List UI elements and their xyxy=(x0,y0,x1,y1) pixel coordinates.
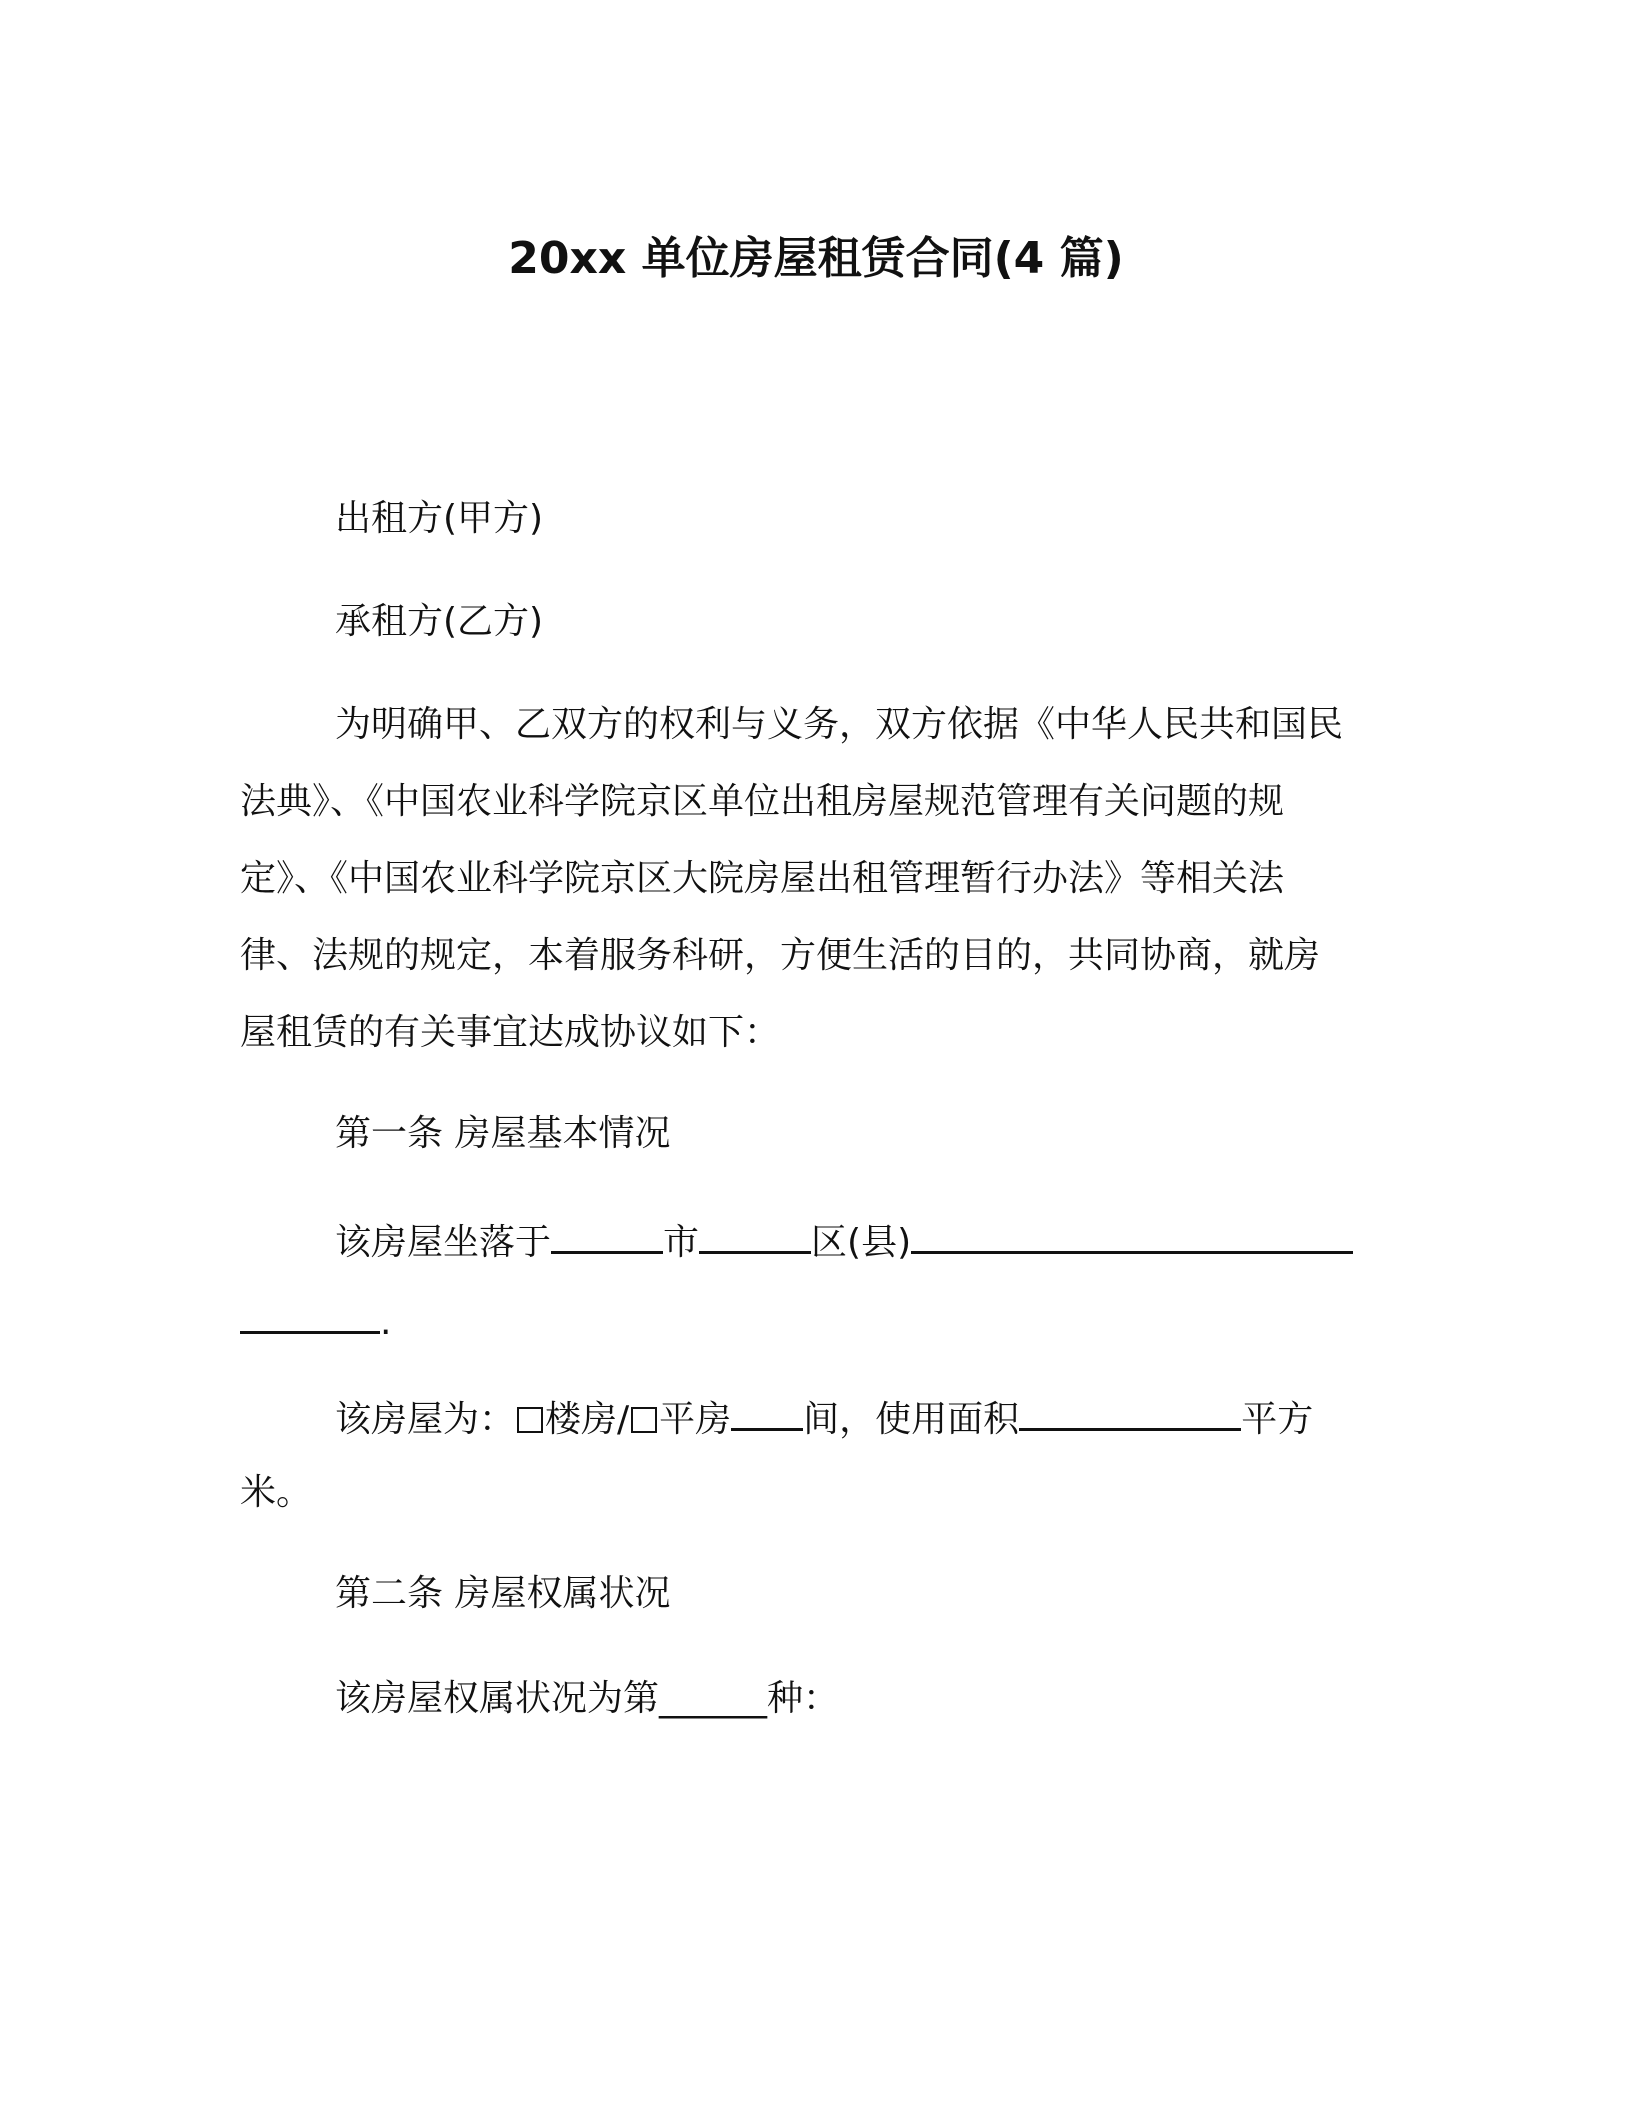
article1-heading: 第一条 房屋基本情况 xyxy=(335,1113,671,1154)
preamble-line-1: 为明确甲、乙双方的权利与义务，双方依据《中华人民共和国民 xyxy=(335,704,1344,745)
bungalow-label: 平房 xyxy=(659,1399,732,1440)
lessor-label: 出租方(甲方) xyxy=(335,498,544,539)
building-label: 楼房/ xyxy=(545,1399,630,1440)
preamble-line-4: 律、法规的规定，本着服务科研，方便生活的目的，共同协商，就房 xyxy=(240,935,1321,976)
type-line xyxy=(335,1394,1313,1442)
rooms-label: 间，使用面积 xyxy=(803,1399,1020,1440)
district-label: 区(县) xyxy=(811,1222,912,1263)
type-prefix: 该房屋为： xyxy=(335,1399,516,1440)
location-end: . xyxy=(380,1302,392,1343)
bungalow-checkbox[interactable] xyxy=(631,1407,657,1433)
document-title: 20xx 单位房屋租赁合同(4 篇) xyxy=(508,233,1124,284)
location-prefix: 该房屋坐落于 xyxy=(335,1222,552,1263)
city-blank[interactable] xyxy=(551,1217,663,1254)
rooms-blank[interactable] xyxy=(731,1394,803,1431)
address-blank[interactable] xyxy=(911,1217,1353,1254)
district-blank[interactable] xyxy=(699,1217,811,1254)
location-line-cont xyxy=(240,1297,391,1345)
building-checkbox[interactable] xyxy=(517,1407,543,1433)
area-unit-2: 米。 xyxy=(240,1472,313,1513)
preamble-line-3: 定》、《中国农业科学院京区大院房屋出租管理暂行办法》等相关法 xyxy=(240,858,1285,899)
article2-heading: 第二条 房屋权属状况 xyxy=(335,1573,671,1614)
address-blank-cont[interactable] xyxy=(240,1297,380,1334)
location-line xyxy=(335,1217,1353,1265)
lessee-label: 承租方(乙方) xyxy=(335,601,544,642)
area-blank[interactable] xyxy=(1019,1394,1241,1431)
preamble-line-2: 法典》、《中国农业科学院京区单位出租房屋规范管理有关问题的规 xyxy=(240,781,1285,822)
area-unit-1: 平方 xyxy=(1241,1399,1314,1440)
ownership-status-line: 该房屋权属状况为第______种： xyxy=(335,1678,840,1719)
preamble-line-5: 屋租赁的有关事宜达成协议如下： xyxy=(240,1012,781,1053)
city-label: 市 xyxy=(663,1222,700,1263)
